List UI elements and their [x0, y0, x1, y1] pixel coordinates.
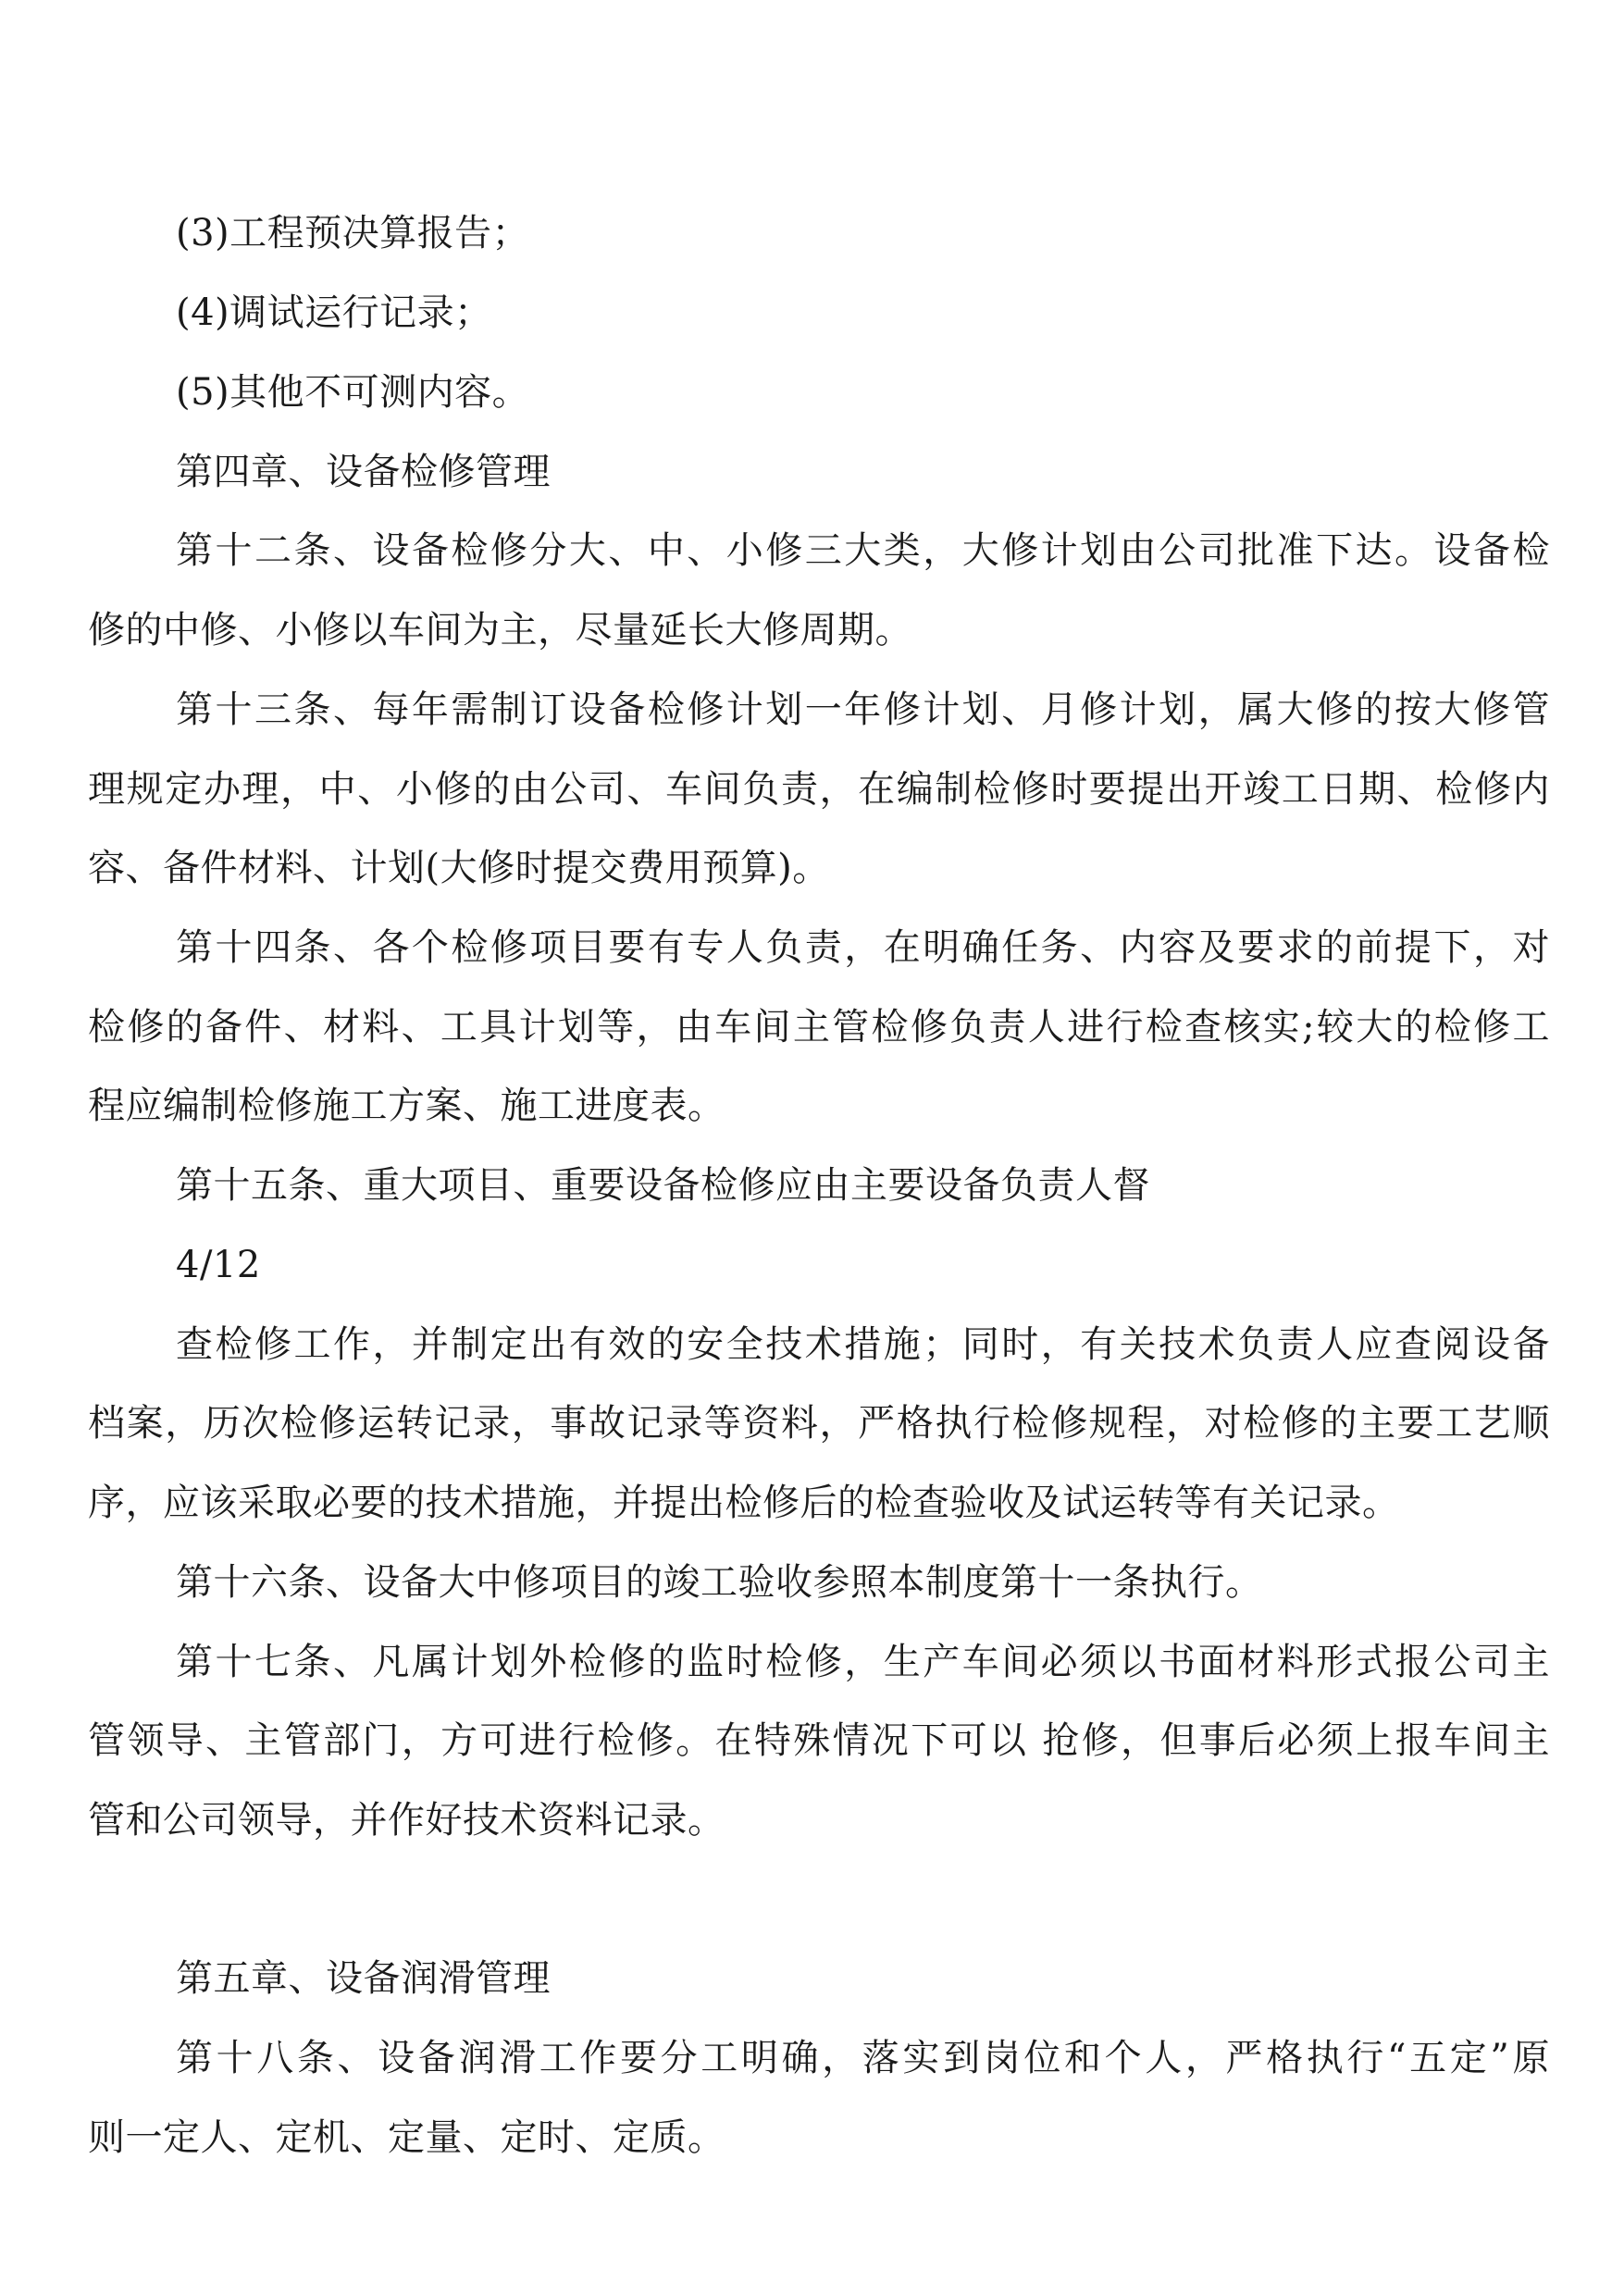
article-17-line-2: 管领导、主管部门，方可进行检修。在特殊情况下可以 抢修，但事后必须上报车间主 — [88, 1719, 1550, 1762]
article-15-line-3: 档案，历次检修运转记录，事故记录等资料，严格执行检修规程，对检修的主要工艺顺 — [88, 1402, 1550, 1445]
article-15-line-1: 第十五条、重大项目、重要设备检修应由主要设备负责人督 — [176, 1164, 1150, 1207]
article-12-line-1: 第十二条、设备检修分大、中、小修三大类，大修计划由公司批准下达。设备检 — [176, 529, 1550, 572]
article-17-line-3: 管和公司领导，并作好技术资料记录。 — [88, 1799, 725, 1842]
article-14-line-3: 程应编制检修施工方案、施工进度表。 — [88, 1085, 725, 1127]
article-13-line-2: 理规定办理，中、小修的由公司、车间负责，在编制检修时要提出开竣工日期、检修内 — [88, 768, 1550, 811]
list-item-4: (4)调试运行记录； — [176, 292, 492, 334]
list-item-3: (3)工程预决算报告； — [176, 212, 530, 254]
article-18-line-1: 第十八条、设备润滑工作要分工明确，落实到岗位和个人，严格执行“五定”原 — [176, 2037, 1550, 2079]
article-13-line-1: 第十三条、每年需制订设备检修计划一年修计划、月修计划，属大修的按大修管 — [176, 688, 1550, 731]
article-17-line-1: 第十七条、凡属计划外检修的监时检修，生产车间必须以书面材料形式报公司主 — [176, 1641, 1550, 1683]
article-13-line-3: 容、备件材料、计划(大修时提交费用预算)。 — [88, 847, 830, 889]
article-12-line-2: 修的中修、小修以车间为主，尽量延长大修周期。 — [88, 609, 912, 651]
article-18-line-2: 则一定人、定机、定量、定时、定质。 — [88, 2116, 725, 2159]
chapter-heading-4: 第四章、设备检修管理 — [176, 451, 551, 493]
article-15-line-2: 查检修工作，并制定出有效的安全技术措施；同时，有关技术负责人应查阅设备 — [176, 1323, 1550, 1366]
chapter-heading-5: 第五章、设备润滑管理 — [176, 1957, 551, 2000]
article-14-line-2: 检修的备件、材料、工具计划等，由车间主管检修负责人进行检查核实;较大的检修工 — [88, 1006, 1550, 1048]
article-14-line-1: 第十四条、各个检修项目要有专人负责，在明确任务、内容及要求的前提下，对 — [176, 926, 1550, 969]
article-16: 第十六条、设备大中修项目的竣工验收参照本制度第十一条执行。 — [176, 1561, 1263, 1604]
page-number: 4/12 — [176, 1244, 261, 1286]
article-15-line-4: 序，应该采取必要的技术措施，并提出检修后的检查验收及试运转等有关记录。 — [88, 1482, 1400, 1524]
list-item-5: (5)其他不可测内容。 — [176, 371, 530, 414]
